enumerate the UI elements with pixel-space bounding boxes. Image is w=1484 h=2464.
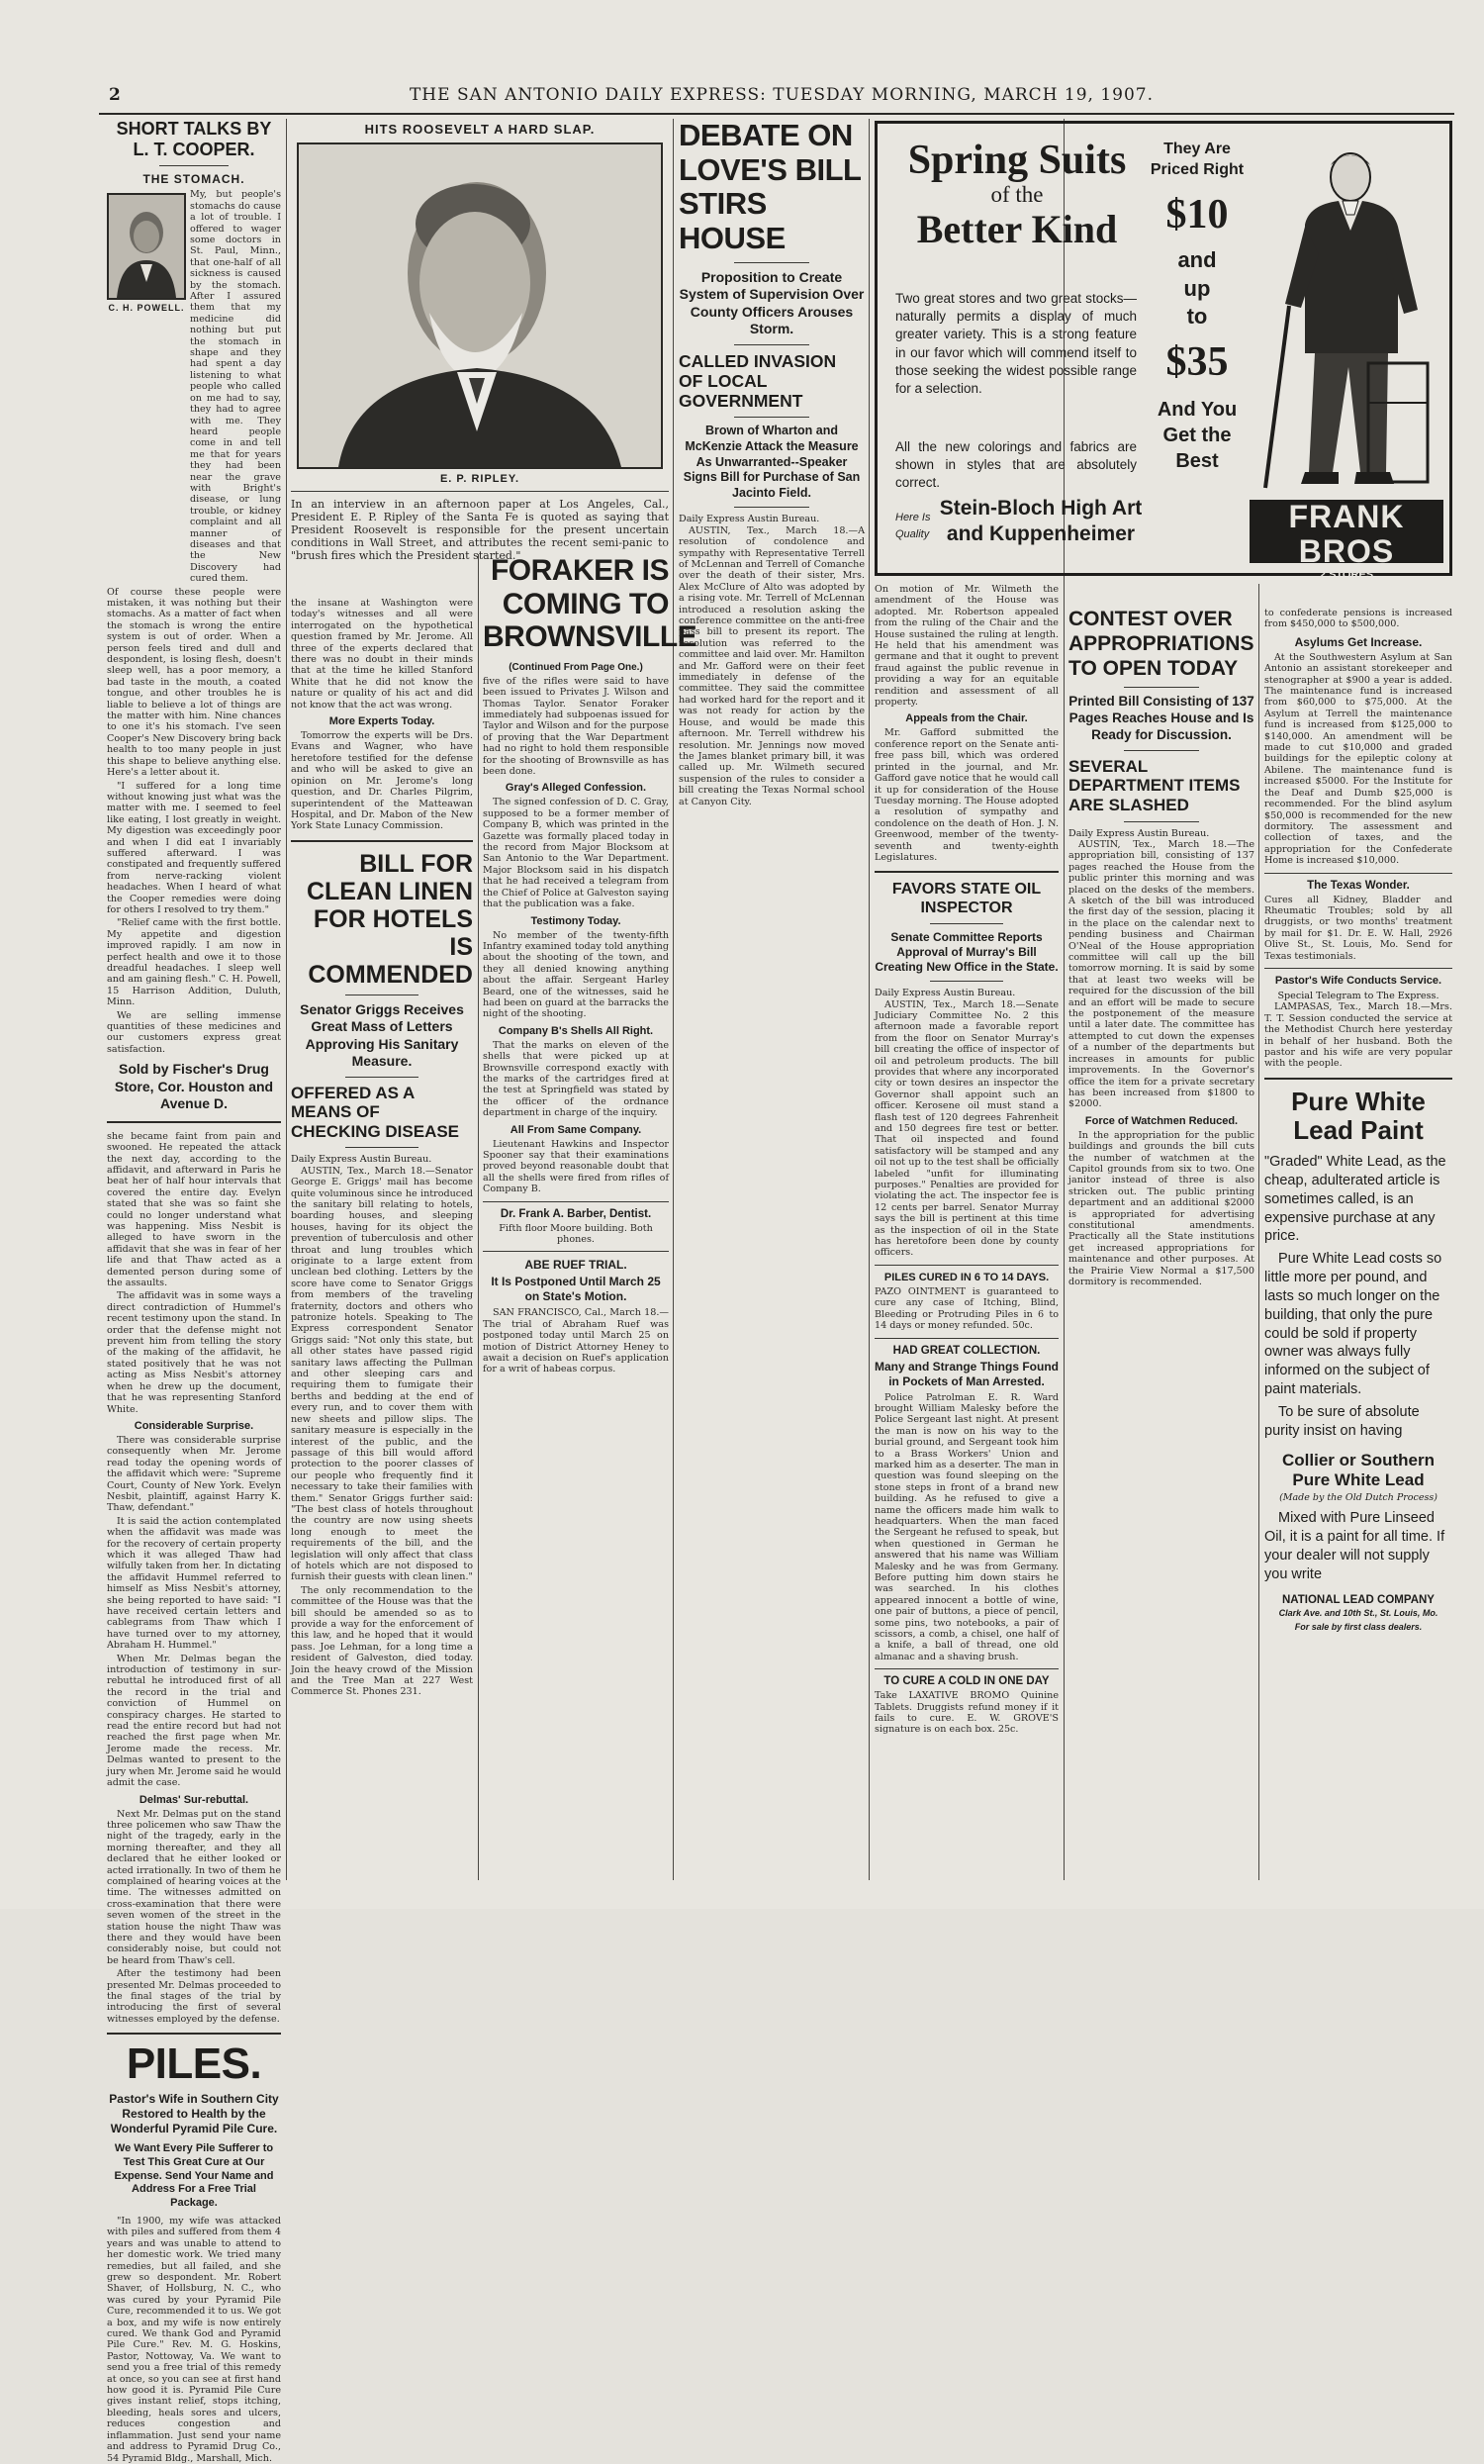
debate-deck1: Proposition to Create System of Supervision Over County Officers Arouses Storm. [679,268,865,337]
column-3 [679,119,865,807]
frank-bros-ad [875,121,1452,591]
thaw-para2: The affidavit was in some ways a direct contradiction of Hummel's recent testimony upon the stand. In order that the defense might not prevent him from telling the story of the making of the affidavit, he stated positively that he was not acting as Miss Nesbit's attorney when he drew up the document, that he was representing Stanford White. [107,1290,281,1415]
suit-price-block [1145,140,1250,474]
barber-ad: Dr. Frank A. Barber, Dentist. [500,1207,652,1220]
oil-headline: FAVORS STATE OIL INSPECTOR [891,881,1042,916]
pastor-text: LAMPASAS, Tex., March 18.—Mrs. T. T. Session conducted the service at the Methodist Church here yesterday in behalf of her husband. Both the pastor and his wife are very popular with the people. [1264,1001,1452,1070]
contest-headline: CONTEST OVER APPROPRIATIONS TO OPEN TODAY [1068,608,1254,680]
white-lead-p2: Pure White Lead costs so little more per pound, and lasts so much longer on the building, that only the pure could be sold if property owner was always fully informed on the subject of paint materials. [1264,1251,1442,1398]
debate-cont-text: On motion of Mr. Wilmeth the amendment of the House was adopted. Mr. Robertson appealed from the ruling of the Chair and the House sustained the ruling at length. He held that his amendment was germane and that it ought to prevent fraud against the public revenue in providing a way for an equitable rendition and assessment of all property. [875,584,1059,709]
suit-illustration [1250,136,1443,496]
column-5 [1068,608,1254,1287]
debate-deck3: Brown of Wharton and McKenzie Attack the Measure As Unwarranted--Speaker Signs Bill for Purchase of San Jacinto Field. [683,424,861,500]
frank-bros-stores: 2 STORES [1319,569,1374,582]
asylum-lead: to confederate pensions is increased from $450,000 to $500,000. [1264,608,1452,630]
cooper-para3: "I suffered for a long time without knowing just what was the matter with me. I seemed to feel like eating, I lost greatly in weight. My digestion was exceedingly poor and when I did eat I invariably suffered afterward. I was constipated and frequently suffered from nerve-racking violent headaches. When I heard of what the Cooper remedies were doing for others I resolved to try them." [107,780,281,915]
suit-priced2: Priced Right [1150,160,1245,178]
insane-text: the insane at Washington were today's witnesses and all were interrogated on the hypothetical question framed by Mr. Jerome. All three of the experts declared that there was no doubt in their minds that at the time he killed Stanford White that he did not know the nature or quality of his act and did not know that the act was wrong. [291,598,473,711]
suit-brands: Stein-Bloch High Art and Kuppenheimer [939,497,1143,545]
oil-text: AUSTIN, Tex., March 18.—Senate Judiciary Committee No. 2 this afternoon made a favorable report from the floor on Senator Murray's bill creating the office of inspector of oil and petroleum products. The bill provides that where any incorporated city or town desires an inspector the Governor shall appoint such an officer. Kerosene oil must stand a flash test of 120 degrees Fahrenheit and 150 degrees fire test or better. That oil inspected and found satisfactory will be stamped and any oil not up to the test shall be officially labeled "unfit for illuminating purposes." Penalties are provided for violating the act. The inspector fee is 12 cents per barrel. Senator Murray says the bill is pertinent at this time as the inspection of oil in the State has heretofore been done by county officers. [875,998,1059,1259]
page-title: THE SAN ANTONIO DAILY EXPRESS: TUESDAY MORNING, MARCH 19, 1907. [409,85,1155,105]
column-rule [286,119,287,1880]
delmas-subhead: Delmas' Sur-rebuttal. [139,1793,249,1806]
watchmen-subhead: Force of Watchmen Reduced. [1084,1114,1239,1127]
portrait-image [109,195,184,298]
column-3b [483,554,697,1375]
gray-text: The signed confession of D. C. Gray, supposed to be a former member of Company B, which was printed in the Gazette was formally placed today in the record from Major Blocksom at San Antonio to the War Department. Major Blocksom said in his dispatch that he had received a telegram from the Chief of Police at Galveston saying that the publication was a fake. [483,797,669,910]
ripley-headline: HITS ROOSEVELT A HARD SLAP. [364,122,596,137]
column-rule [869,119,870,1880]
ruef-headline: ABE RUEF TRIAL. [524,1258,627,1273]
cooper-subhead: THE STOMACH. [142,172,245,187]
white-lead-brand-sub: (Made by the Old Dutch Process) [1279,1492,1438,1504]
white-lead-headline: Pure White Lead Paint [1291,1086,1426,1145]
piles-offer: We Want Every Pile Sufferer to Test This Great Cure at Our Expense. Send Your Name and Address For a Free Trial Package. [114,2142,274,2210]
debate-headline: DEBATE ON LOVE'S BILL STIRS HOUSE [679,118,861,256]
same-company-subhead: All From Same Company. [510,1123,642,1136]
testimony-text: No member of the twenty-fifth Infantry examined today told anything about the shooting of the town, and they all denied knowing anything about the affair. Sergeant Harley Beard, one of the witnesses, said he had been on guard at the barracks the night of the shooting. [483,929,669,1020]
column-6 [1264,608,1452,1632]
collection-text: Police Patrolman E. R. Ward brought William Malesky before the Police Sergeant last night. At present the man is now on his way to the burial ground, and Sergeant took him to a Brass Workers' Union and marked him as a deserter. The man in question was found sleeping on the stone steps in front of a brand new building. As he refused to give a name the officers made him walk to headquarters. When the man faced the Sergeant he refused to speak, but when questioned in German he answered that his name was William Malesky and he was from Germany. Before putting him down stairs he was searched. In his clothes appeared innocent a bottle of wine, one pair of buttons, a piece of pencil, some pins, two notebooks, a pair of scissors, a comb, a chisel, one half of a knife, a ball of thread, one old almanac and a shaving brush. [875,1391,1059,1662]
masthead [109,81,1454,111]
bill-text: AUSTIN, Tex., March 18.—Senator George E. Griggs' mail has become quite voluminous since he introduced the sanitary bill relating to hotels, boarding houses, and sleeping houses, having for its object the prevention of tuberculosis and other throat and lung troubles which originate to a large extent from unclean bed clothing. Letters by the score have come to Senator Griggs from members of the traveling fraternity, doctors and others who patronize hotels. Speaking to The Express correspondent Senator Griggs said: "Not only this state, but all other states have passed rigid sanitary laws affecting the Pullman and other sleeping cars and requiring them to fumigate their berths and bedding at the end of every run, and to cover them with new sheets and pillow slips. The sanitary measure is especially in the interest of the public, and the passage of this bill would afford protection to the poorer classes of our people who frequently find it necessary to take their families with them." Senator Griggs further said: "The best class of hotels throughout the country are now using sheets long enough to meet the requirements of the bill, and the legislation will only affect that class of hotels which are not disposed to furnish their guests with clean linen." [291,1165,473,1583]
frank-bros-locations: MAIN PLAZA • ALAMO PLAZA [1292,581,1401,591]
suit-and2: up [1183,275,1211,301]
suit-ad-heading [893,140,1141,250]
suit-here-is: Here Is Quality [895,512,931,540]
white-lead-brand: Collier or Southern Pure White Lead [1282,1450,1435,1490]
column-rule [1258,584,1259,1880]
watchmen-text: In the appropriation for the public buildings and grounds the bill cuts the number of watchmen at the Capitol grounds from six to two. One janitor instead of three is also stricken out. The public printing department and an additional $2000 is appropriated for advertising constitutional amendments. Practically all the State institutions get increased appropriations for maintenance and other purposes. At the Prairie View Normal a $17,500 dormitory is recommended. [1068,1129,1254,1287]
thaw-para1: she became faint from pain and swooned. He repeated the attack the next day, according to the affidavit, and afterward in Paris he beat her of half hour intervals that covered the entire day. Evelyn stated that she was so faint she could no longer understand what was happening. Miss Nesbit is alleged to have sworn in the affidavit that she was in fear of her life and that Thaw acted as a demented person during some of the assaults. [107,1130,281,1289]
suit-and3: to [1186,304,1208,330]
bill-deck2: OFFERED AS A MEANS OF CHECKING DISEASE [291,1083,460,1141]
oil-dateline: Daily Express Austin Bureau. [875,988,1016,999]
cooper-para1: My, but people's stomachs do cause a lot of trouble. I offered to wager some doctors in St. Paul, Minn., that one-half of all sickness is caused by the stomach. After I assured them that my medicine did nothing but put the stomach in shape and they had spent a day listening to what people who called on me had to say, they had to agree with me. They heard people come in and tell me that for years they had been near the grave with Bright's disease, or lung trouble, or kidney complaint and all manner of diseases and that the New Discovery had cured them. [190,189,281,585]
column-1 [107,119,281,2464]
page-number: 2 [109,85,122,105]
contest-dateline: Daily Express Austin Bureau. [1068,827,1210,839]
suit-body1: Two great stores and two great stocks—naturally permits a display of much greater variety. This is a strong feature in our favor which will commend itself to those seeking the widest possible range for a selection. [895,291,1137,397]
column-4 [875,584,1059,1736]
bill-deck1: Senator Griggs Receives Great Mass of Letters Approving His Sanitary Measure. [300,1000,464,1070]
ripley-portrait [297,142,663,469]
hotel-text: The only recommendation to the committee of the House was that the bill should be amended so as to provide a way for the enforcement of this law, and he hoped that it would pass. Joe Lehman, for a long time a resident of Galveston, died today. Join the heavy crowd of the Mission and the Tree Man at 227 West Commerce St. Phones 231. [291,1584,473,1698]
piles-cured-text: PAZO OINTMENT is guaranteed to cure any case of Itching, Blind, Bleeding or Protruding Piles in 6 to 14 days or money refunded. 50c. [875,1285,1059,1332]
ripley-caption: E. P. RIPLEY. [439,472,520,485]
shells-text: That the marks on eleven of the shells that were picked up at Brownsville correspond exactly with the marks of the cartridges fired at the test at Springfield was stated by the officer of the ordnance department in charge of the inquiry. [483,1039,669,1119]
thaw-para7: After the testimony had been presented Mr. Delmas proceeded to the final stages of the trial by introducing the first of several witnesses employed by the defense. [107,1968,281,2025]
suit-price-high: $35 [1165,338,1229,385]
cooper-para4: "Relief came with the first bottle. My appetite and digestion improved rapidly. I am now in perfect health and owe it to those dreadful headaches. I sleep well and am gaining flesh." C. H. Powell, 15 Harrison Addition, Duluth, Minn. [107,917,281,1008]
cooper-headline: SHORT TALKS BY L. T. COOPER. [116,119,272,159]
piles-cured-head: PILES CURED IN 6 TO 14 DAYS. [883,1271,1050,1283]
cooper-para5: We are selling immense quantities of these medicines and our customers express great satisfaction. [107,1009,281,1055]
ripley-image [299,144,661,467]
asylum-text: At the Southwestern Asylum at San Antonio an assistant storekeeper and stenographer at $900 a year is added. The maintenance fund is increased from $60,000 to $75,000. At the Asylum at Terrell the maintenance fund is increased from $125,000 to $140,000. An amendment will be made to cut $10,000 and graded buildings for the epileptic colony at Abilene. The maintenance fund is increased $5000. For the Institute for the Deaf and Dumb $25,000 is recommended. For the blind asylum $50,000 is recommended for the new dormitory. The assessment and collection of taxes, and the appropriation for the Confederate Home is increased $10,000. [1264,651,1452,867]
bill-headline: BILL FOR CLEAN LINEN FOR HOTELS IS COMMENDED [306,849,473,989]
thaw-para6: Next Mr. Delmas put on the stand three policemen who saw Thaw the night of the tragedy, early in the morning thereafter, and they all declared that he either looked or acted irrationally. In two of them he complained of hearing voices at the time. The witnesses admitted on cross-examination that there were seven women of the street in the station house the night Thaw was there and they would have been considerably noise, but could not be heard from Thaw's cell. [107,1808,281,1966]
appeals-text: Mr. Gafford submitted the conference report on the Senate anti-free pass bill, which was ordered printed in the journal, and Mr. Gafford gave notice that he would call it up for consideration of the House Tuesday morning. The House adopted a resolution of sympathy and condolence on the death of Hon. J. N. Greenwood, member of the twenty-seventh and twenty-eighth Legislatures. [875,727,1059,863]
foraker-headline: FORAKER IS COMING TO BROWNSVILLE [483,554,697,654]
frank-bros-name: FRANK BROS [1288,499,1405,570]
debate-deck2: CALLED INVASION OF LOCAL GOVERNMENT [679,350,837,412]
testimony-subhead: Testimony Today. [530,914,621,927]
cold-headline: TO CURE A COLD IN ONE DAY [883,1675,1050,1688]
thaw-para5: When Mr. Delmas began the introduction of testimony in sur-rebuttal he introduced first of all the record in the trial and conviction of Hummel on conspiracy charges. He started to read the entire record but had not reached the first page when Mr. Jerome made the recess. Mr. Delmas wanted to present to the jury when Mr. Jerome said he would admit the case. [107,1653,281,1789]
thaw-para4: It is said the action contemplated when the affidavit was made was for the recovery of certain property which it was alleged Thaw had wilfully taken from her. In dictating the affidavit Hummel referred to himself as Miss Nesbit's attorney, she being reported to have said: "I have received certain letters and cablegrams from Thaw which I have turned over to my attorney, Abraham H. Hummel." [107,1515,281,1652]
more-experts-subhead: More Experts Today. [328,715,435,728]
gray-subhead: Gray's Alleged Confession. [505,782,647,795]
contest-text: AUSTIN, Tex., March 18.—The appropriation bill, consisting of 137 pages reached the House from the public printer this morning and was placed on the desks of the members. A sketch of the bill was introduced the first day of the session, placing it in the place on the calendar next to pending business and Chairman O'Neal of the House appropriation committee will call up the bill tomorrow morning. It is said by some that at least two weeks will be required for the discussion of the bill and an effort will be made to secure the postponement of the measure until a later date. The committee has attempted to cut down the expenses of a number of the departments but increases in amounts for public improvements. In the Governor's office the item for a private secretary has been increased from $1800 to $2000. [1068,838,1254,1110]
shells-subhead: Company B's Shells All Right. [498,1024,654,1037]
powell-caption: C. H. POWELL. [108,303,185,314]
texas-wonder-head: The Texas Wonder. [1307,879,1410,892]
sold-by: Sold by Fischer's Drug Store, Cor. Houston and Avenue D. [114,1061,274,1112]
powell-portrait [107,193,186,300]
foraker-cont: (Continued From Page One.) [509,661,643,673]
ruef-deck: It Is Postponed Until March 25 on State's Motion. [491,1275,661,1304]
suited-man-illustration [1250,136,1443,496]
debate-dateline: Daily Express Austin Bureau. [679,514,820,525]
ruef-text: SAN FRANCISCO, Cal., March 18.—The trial of Abraham Ruef was postponed today until March 25 on motion of District Attorney Heney to await a decision on Ruef's application for a writ of habeas corpus. [483,1307,669,1375]
cold-text: Take LAXATIVE BROMO Quinine Tablets. Druggists refund money if it fails to cure. E. W. GROVE'S signature is on each box. 25c. [875,1690,1059,1736]
ripley-intro: In an interview in an afternoon paper at Los Angeles, Cal., President E. P. Ripley of the Santa Fe is quoted as saying that President Roosevelt is responsible for the present uncertain conditions in Wall Street, and attributes the recent semi-panic to "brush fires which the President started." [291,497,669,562]
suit-and1: and [1177,247,1217,273]
experts-text: Tomorrow the experts will be Drs. Evans and Wagner, who have heretofore testified for the defense and who will be asked to give an opinion on Mr. Jerome's long question, and Dr. Charles Pilgrim, superintendent of the Matteawan Hospital, and Dr. Mabon of the New York State Lunacy Commission. [291,730,473,832]
white-lead-p3: To be sure of absolute purity insist on having [1264,1404,1420,1439]
oil-deck: Senate Committee Reports Approval of Murray's Bill Creating New Office in the State. [875,930,1059,975]
texas-wonder-text: Cures all Kidney, Bladder and Rheumatic Troubles; sold by all druggists, or two months' treatment by mail for $1. Dr. E. W. Hall, 2926 Olive St., St. Louis, Mo. Send for Texas testimonials. [1264,894,1452,962]
pastor-head: Pastor's Wife Conducts Service. [1274,974,1442,987]
white-lead-sale: For sale by first class dealers. [1294,1621,1423,1632]
suit-body2: All the new colorings and fabrics are shown in styles that are absolutely correct. [895,439,1137,491]
white-lead-p1: "Graded" White Lead, as the cheap, adulterated article is sometimes called, is an expensive purchase at any price. [1264,1154,1446,1245]
column-2a [291,598,473,1698]
suit-price-low: $10 [1165,191,1229,237]
frank-bros-logo [1250,499,1443,591]
appeals-subhead: Appeals from the Chair. [905,712,1028,725]
foraker-text: five of the rifles were said to have been issued to Privates J. Wilson and Thomas Taylor. Senator Foraker immediately had subpoenas issued for Taylor and Wilson and for the purpose of proving that the War Department had no right to hold them responsible for the shooting of Brownsville as has been done. [483,675,669,778]
pastor-dateline: Special Telegram to The Express. [1277,990,1439,1001]
collection-headline: HAD GREAT COLLECTION. [892,1344,1041,1357]
considerable-subhead: Considerable Surprise. [134,1419,254,1432]
white-lead-company: NATIONAL LEAD COMPANY [1282,1593,1435,1606]
barber-ad2: Fifth floor Moore building. Both phones. [499,1222,653,1246]
column-2 [291,119,669,562]
suit-headline3: Better Kind [916,206,1118,251]
contest-deck1: Printed Bill Consisting of 137 Pages Reaches House and Is Ready for Discussion. [1068,694,1254,743]
white-lead-address: Clark Ave. and 10th St., St. Louis, Mo. [1278,1607,1438,1618]
piles-deck: Pastor's Wife in Southern City Restored to Health by the Wonderful Pyramid Pile Cure. [109,2092,279,2136]
masthead-rule [99,113,1454,115]
white-lead-p4: Mixed with Pure Linseed Oil, it is a paint for all time. If your dealer will not supply you write [1264,1510,1445,1582]
bill-dateline: Daily Express Austin Bureau. [291,1154,432,1166]
thaw-para3: There was considerable surprise consequently when Mr. Jerome read today the opening words of the affidavit which were: "Supreme Court, County of New York. Evelyn Nesbit, plaintiff, against Harry K. Thaw, defendant." [107,1434,281,1514]
piles-body: "In 1900, my wife was attacked with piles and suffered from them 4 years and was unable to attend to her domestic work. We tried many remedies, but all failed, and she grew so despondent. Mr. Robert Shaver, of Hollsburg, N. C., who was cured by your Pyramid Pile Cure, recommended it to us. We got a box, and my wife is now entirely cured. We thank God and Pyramid Pile Cure." Rev. M. G. Hoskins, Pastor, Nottoway, Va. We want to send you a free trial of this remedy at once, so you can see at first hand how good it is. Pyramid Pile Cure gives instant relief, stops itching, bleeding, heals sores and ulcers, reduces congestion and inflammation. Just send your name and address to Pyramid Drug Co., 54 Pyramid Bldg., Marshall, Mich. [107,2215,281,2464]
suit-headline1: Spring Suits [907,138,1127,183]
contest-deck2: SEVERAL DEPARTMENT ITEMS ARE SLASHED [1068,756,1241,815]
same-text: Lieutenant Hawkins and Inspector Spooner say that their examinations proved beyond reasonable doubt that all the shells were fired from rifles of Company B. [483,1138,669,1195]
suit-priced1: They Are [1163,141,1231,157]
debate-text: AUSTIN, Tex., March 18.—A resolution of condolence and sympathy with Representative Terrell of McLennan and Terrell of Comanche over the death of their sister, Mrs. Alex McClure of Alto was adopted by a rising vote. Mr. Terrell of McLennan introduced a resolution asking the conference committee on the anti-free pass bill to present its report. The resolution was referred to the committee and laid over. Mr. Hamilton and Mr. Gafford were on their feet immediately in defense of the committee. They said the committee had worked hard for the report and it was not ready for action by the House, and would be made this afternoon. Mr. Terrell withdrew his resolution. Mr. Jennings now moved the James blanket primary bill, it was called up. Mr. Wilmeth secured suspension of the rules to consider a bill creating the Texas Normal school at Canyon City. [679,524,865,807]
asylum-subhead: Asylums Get Increase. [1294,634,1423,649]
piles-headline: PILES. [126,2039,262,2089]
collection-deck: Many and Strange Things Found in Pockets of Man Arrested. [875,1359,1059,1388]
column-rule [478,554,479,1880]
suit-and-you: And You Get the Best [1157,399,1238,473]
cooper-para2: Of course these people were mistaken, it was nothing but their stomachs. As a matter of fact when the stomach is wrong the entire system is out of order. When a person feels tired and dull and despondent, is losing flesh, doesn't sleep well, has a poor memory, a bad taste in the mouth, a coated tongue, and other troubles he is liable to believe a lot of things are the matter with him. Nine chances to one it's his stomach. I've seen Cooper's New Discovery bring back health to too many people in just this shape to believe anything else. Here's a letter about it. [107,586,281,779]
white-lead-ad [1264,1088,1452,1632]
suit-headline2: of the [990,182,1044,207]
column-rule [673,119,674,1880]
